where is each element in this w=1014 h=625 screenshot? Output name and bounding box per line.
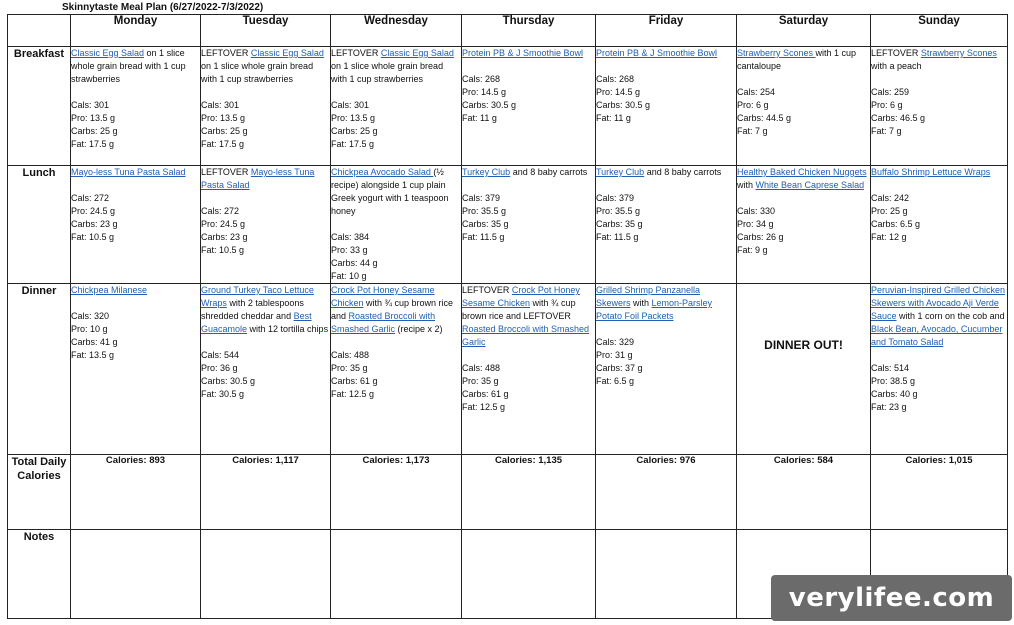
- nutrition-fat: Fat: 12 g: [871, 232, 907, 242]
- meal-cell-breakfast-monday: [71, 47, 201, 166]
- meal-text: with 12 tortilla chips: [247, 324, 329, 334]
- meal-text: with a peach: [871, 61, 922, 71]
- spacer: [331, 86, 461, 99]
- nutrition-cals: Cals: 488: [331, 350, 370, 360]
- meal-text: LEFTOVER: [871, 48, 921, 58]
- nutrition-fat: Fat: 12.5 g: [331, 389, 375, 399]
- nutrition-pro: Pro: 35 g: [331, 363, 368, 373]
- nutrition-fat: Fat: 13.5 g: [71, 350, 115, 360]
- nutrition-cals: Cals: 384: [331, 232, 370, 242]
- total-row: [8, 455, 1008, 530]
- nutrition-pro: Pro: 35.5 g: [596, 206, 641, 216]
- notes-cell-thursday: [462, 530, 596, 619]
- meal-description: [331, 47, 461, 86]
- recipe-link[interactable]: Peruvian-Inspired Grilled Chicken Skewers with Avocado Aji Verde Sauce: [871, 285, 1006, 321]
- nutrition-carbs: Carbs: 41 g: [71, 337, 118, 347]
- nutrition-pro: Pro: 14.5 g: [462, 87, 507, 97]
- nutrition-carbs: Carbs: 30.5 g: [201, 376, 256, 386]
- spacer: [331, 336, 461, 349]
- day-header-monday: Monday: [71, 15, 201, 47]
- nutrition-fat: Fat: 10.5 g: [201, 245, 245, 255]
- meal-cell-breakfast-saturday: [737, 47, 871, 166]
- spacer: [201, 336, 330, 349]
- meal-cell-breakfast-sunday: [871, 47, 1008, 166]
- nutrition-fat: Fat: 11.5 g: [462, 232, 505, 242]
- dinner-out-label: DINNER OUT!: [764, 338, 843, 352]
- nutrition-cals: Cals: 329: [596, 337, 635, 347]
- nutrition-cals: Cals: 379: [596, 193, 635, 203]
- recipe-link[interactable]: Crock Pot Honey Sesame Chicken: [331, 285, 435, 308]
- spacer: [201, 86, 330, 99]
- meal-description: [201, 166, 330, 192]
- meal-cell-breakfast-wednesday: [331, 47, 462, 166]
- meal-description: [737, 47, 870, 73]
- meal-text: (½ recipe) alongside 1 cup plain Greek yogurt with 1 teaspoon honey: [331, 167, 449, 216]
- nutrition-pro: Pro: 35 g: [462, 376, 499, 386]
- nutrition-pro: Pro: 6 g: [871, 100, 903, 110]
- nutrition-pro: Pro: 34 g: [737, 219, 774, 229]
- total-calories-saturday: Calories: 584: [737, 455, 871, 530]
- recipe-link[interactable]: Black Bean, Avocado, Cucumber and Tomato Salad: [871, 324, 1003, 347]
- nutrition-pro: Pro: 24.5 g: [71, 206, 116, 216]
- meal-text: with 1 cup cantaloupe: [737, 48, 857, 71]
- meal-description: [201, 284, 330, 336]
- nutrition-carbs: Carbs: 37 g: [596, 363, 643, 373]
- meal-text: on 1 slice whole grain bread with 1 cup strawberries: [71, 48, 186, 84]
- nutrition-cals: Cals: 379: [462, 193, 501, 203]
- spacer: [201, 192, 330, 205]
- nutrition-cals: Cals: 330: [737, 206, 776, 216]
- nutrition-carbs: Carbs: 25 g: [331, 126, 378, 136]
- recipe-link[interactable]: Mayo-less Tuna Pasta Salad: [201, 167, 315, 190]
- spacer: [71, 86, 200, 99]
- corner-cell: [8, 15, 71, 47]
- meal-description: [462, 47, 595, 60]
- meal-description: [596, 47, 736, 60]
- nutrition-fat: Fat: 12.5 g: [462, 402, 506, 412]
- spacer: [71, 297, 200, 310]
- nutrition-cals: Cals: 254: [737, 87, 776, 97]
- spacer: [462, 179, 595, 192]
- nutrition-cals: Cals: 544: [201, 350, 240, 360]
- meal-cell-dinner-monday: [71, 284, 201, 455]
- notes-cell-friday: [596, 530, 737, 619]
- nutrition-fat: Fat: 6.5 g: [596, 376, 635, 386]
- nutrition-pro: Pro: 13.5 g: [331, 113, 376, 123]
- nutrition-fat: Fat: 17.5 g: [201, 139, 245, 149]
- meal-text: with 2 tablespoons shredded cheddar and: [201, 298, 304, 321]
- recipe-link[interactable]: Buffalo Shrimp Lettuce Wraps: [871, 167, 991, 177]
- meal-text: on 1 slice whole grain bread with 1 cup strawberries: [201, 61, 314, 84]
- meal-description: [71, 47, 200, 86]
- day-header-saturday: Saturday: [737, 15, 871, 47]
- nutrition-carbs: Carbs: 30.5 g: [596, 100, 651, 110]
- day-header-friday: Friday: [596, 15, 737, 47]
- meal-description: [331, 166, 461, 218]
- nutrition-cals: Cals: 272: [201, 206, 240, 216]
- meal-cell-lunch-monday: [71, 166, 201, 284]
- nutrition-pro: Pro: 33 g: [331, 245, 368, 255]
- nutrition-cals: Cals: 242: [871, 193, 910, 203]
- recipe-link[interactable]: Crock Pot Honey Sesame Chicken: [462, 285, 580, 308]
- nutrition-carbs: Carbs: 23 g: [201, 232, 248, 242]
- nutrition-pro: Pro: 13.5 g: [71, 113, 116, 123]
- recipe-link[interactable]: Protein PB & J Smoothie Bowl: [596, 48, 718, 58]
- meal-description: [331, 284, 461, 336]
- nutrition-carbs: Carbs: 35 g: [462, 219, 509, 229]
- spacer: [596, 323, 736, 336]
- total-calories-sunday: Calories: 1,015: [871, 455, 1008, 530]
- meal-cell-lunch-thursday: [462, 166, 596, 284]
- recipe-link[interactable]: Roasted Broccoli with Smashed Garlic: [331, 311, 436, 334]
- nutrition-pro: Pro: 6 g: [737, 100, 769, 110]
- day-header-sunday: Sunday: [871, 15, 1008, 47]
- row-label-total: Total Daily Calories: [8, 455, 71, 530]
- nutrition-carbs: Carbs: 61 g: [462, 389, 509, 399]
- meal-text: with: [630, 298, 652, 308]
- watermark-badge: [771, 575, 1012, 621]
- spacer: [871, 73, 1007, 86]
- recipe-link[interactable]: Strawberry Scones: [920, 48, 997, 58]
- nutrition-carbs: Carbs: 23 g: [71, 219, 118, 229]
- nutrition-carbs: Carbs: 25 g: [71, 126, 118, 136]
- nutrition-fat: Fat: 17.5 g: [71, 139, 115, 149]
- nutrition-fat: Fat: 7 g: [871, 126, 902, 136]
- meal-text: on 1 slice whole grain bread with 1 cup strawberries: [331, 61, 444, 84]
- lunch-row: [8, 166, 1008, 284]
- nutrition-fat: Fat: 11.5 g: [596, 232, 639, 242]
- meal-description: [201, 47, 330, 86]
- nutrition-pro: Pro: 13.5 g: [201, 113, 246, 123]
- nutrition-carbs: Carbs: 40 g: [871, 389, 918, 399]
- meal-description: [596, 284, 736, 323]
- nutrition-carbs: Carbs: 35 g: [596, 219, 643, 229]
- nutrition-cals: Cals: 320: [71, 311, 110, 321]
- recipe-link[interactable]: Mayo-less Tuna Pasta Salad: [71, 167, 186, 177]
- meal-text: and 8 baby carrots: [510, 167, 588, 177]
- recipe-link[interactable]: White Bean Caprese Salad: [755, 180, 865, 190]
- nutrition-fat: Fat: 23 g: [871, 402, 907, 412]
- nutrition-cals: Cals: 268: [462, 74, 501, 84]
- nutrition-cals: Cals: 488: [462, 363, 501, 373]
- nutrition-pro: Pro: 38.5 g: [871, 376, 916, 386]
- total-calories-wednesday: Calories: 1,173: [331, 455, 462, 530]
- recipe-link[interactable]: Turkey Club: [462, 167, 511, 177]
- day-header-tuesday: Tuesday: [201, 15, 331, 47]
- recipe-link[interactable]: Classic Egg Salad: [71, 48, 145, 58]
- recipe-link[interactable]: Best Guacamole: [201, 311, 312, 334]
- nutrition-cals: Cals: 301: [201, 100, 240, 110]
- nutrition-fat: Fat: 10.5 g: [71, 232, 115, 242]
- meal-text: with ¾ cup brown rice and: [331, 298, 454, 321]
- meal-description: [737, 166, 870, 192]
- meal-cell-dinner-saturday: [737, 284, 871, 455]
- nutrition-pro: Pro: 14.5 g: [596, 87, 641, 97]
- meal-cell-breakfast-thursday: [462, 47, 596, 166]
- meal-text: LEFTOVER: [331, 48, 381, 58]
- nutrition-fat: Fat: 30.5 g: [201, 389, 245, 399]
- spacer: [596, 179, 736, 192]
- meal-text: with ¾ cup brown rice and LEFTOVER: [462, 298, 576, 321]
- nutrition-carbs: Carbs: 44.5 g: [737, 113, 792, 123]
- nutrition-carbs: Carbs: 61 g: [331, 376, 378, 386]
- recipe-link[interactable]: Strawberry Scones: [737, 48, 816, 58]
- nutrition-carbs: Carbs: 46.5 g: [871, 113, 926, 123]
- document-title: Skinnytaste Meal Plan (6/27/2022-7/3/2022): [62, 2, 264, 13]
- spacer: [596, 60, 736, 73]
- recipe-link[interactable]: Classic Egg Salad: [250, 48, 324, 58]
- nutrition-fat: Fat: 10 g: [331, 271, 367, 281]
- recipe-link[interactable]: Ground Turkey Taco Lettuce Wraps: [201, 285, 314, 308]
- nutrition-pro: Pro: 35.5 g: [462, 206, 507, 216]
- nutrition-carbs: Carbs: 6.5 g: [871, 219, 921, 229]
- recipe-link[interactable]: Protein PB & J Smoothie Bowl: [462, 48, 584, 58]
- recipe-link[interactable]: Chickpea Avocado Salad: [331, 167, 434, 177]
- meal-description: [462, 284, 595, 349]
- meal-description: [596, 166, 736, 179]
- row-label-breakfast: Breakfast: [8, 47, 71, 166]
- nutrition-carbs: Carbs: 25 g: [201, 126, 248, 136]
- meal-cell-dinner-thursday: [462, 284, 596, 455]
- nutrition-cals: Cals: 259: [871, 87, 910, 97]
- nutrition-carbs: Carbs: 44 g: [331, 258, 378, 268]
- nutrition-cals: Cals: 301: [331, 100, 370, 110]
- recipe-link[interactable]: Classic Egg Salad: [380, 48, 454, 58]
- notes-cell-wednesday: [331, 530, 462, 619]
- meal-description: [71, 284, 200, 297]
- row-label-notes: Notes: [8, 530, 71, 619]
- meal-plan-table: [7, 14, 1008, 619]
- total-calories-tuesday: Calories: 1,117: [201, 455, 331, 530]
- meal-cell-lunch-friday: [596, 166, 737, 284]
- day-header-wednesday: Wednesday: [331, 15, 462, 47]
- total-calories-friday: Calories: 976: [596, 455, 737, 530]
- notes-cell-monday: [71, 530, 201, 619]
- meal-cell-breakfast-friday: [596, 47, 737, 166]
- meal-description: [871, 284, 1007, 349]
- nutrition-pro: Pro: 36 g: [201, 363, 238, 373]
- nutrition-pro: Pro: 24.5 g: [201, 219, 246, 229]
- meal-cell-lunch-wednesday: [331, 166, 462, 284]
- meal-cell-breakfast-tuesday: [201, 47, 331, 166]
- meal-cell-lunch-tuesday: [201, 166, 331, 284]
- nutrition-fat: Fat: 9 g: [737, 245, 768, 255]
- nutrition-cals: Cals: 301: [71, 100, 110, 110]
- row-label-lunch: Lunch: [8, 166, 71, 284]
- recipe-link[interactable]: Turkey Club: [596, 167, 645, 177]
- nutrition-fat: Fat: 11 g: [596, 113, 631, 123]
- nutrition-pro: Pro: 31 g: [596, 350, 633, 360]
- recipe-link[interactable]: Chickpea Milanese: [71, 285, 148, 295]
- row-label-dinner: Dinner: [8, 284, 71, 455]
- meal-text: with 1 corn on the cob and: [896, 311, 1005, 321]
- spacer: [737, 192, 870, 205]
- recipe-link[interactable]: Grilled Shrimp Panzanella Skewers: [596, 285, 701, 308]
- total-calories-monday: Calories: 893: [71, 455, 201, 530]
- nutrition-cals: Cals: 268: [596, 74, 635, 84]
- nutrition-cals: Cals: 514: [871, 363, 910, 373]
- meal-cell-lunch-sunday: [871, 166, 1008, 284]
- meal-cell-dinner-wednesday: [331, 284, 462, 455]
- recipe-link[interactable]: Lemon-Parsley Potato Foil Packets: [596, 298, 713, 321]
- spacer: [871, 179, 1007, 192]
- watermark-text: verylifee.com: [788, 583, 995, 613]
- total-calories-thursday: Calories: 1,135: [462, 455, 596, 530]
- meal-text: (recipe x 2): [395, 324, 443, 334]
- nutrition-fat: Fat: 17.5 g: [331, 139, 375, 149]
- header-row: [8, 15, 1008, 47]
- dinner-row: [8, 284, 1008, 455]
- spacer: [331, 218, 461, 231]
- spacer: [71, 179, 200, 192]
- day-header-thursday: Thursday: [462, 15, 596, 47]
- nutrition-fat: Fat: 7 g: [737, 126, 768, 136]
- breakfast-row: [8, 47, 1008, 166]
- meal-description: [871, 47, 1007, 73]
- nutrition-carbs: Carbs: 26 g: [737, 232, 784, 242]
- spacer: [737, 73, 870, 86]
- spacer: [462, 60, 595, 73]
- notes-cell-tuesday: [201, 530, 331, 619]
- meal-cell-lunch-saturday: [737, 166, 871, 284]
- spacer: [462, 349, 595, 362]
- nutrition-carbs: Carbs: 30.5 g: [462, 100, 517, 110]
- nutrition-fat: Fat: 11 g: [462, 113, 497, 123]
- meal-text: with: [737, 180, 756, 190]
- nutrition-cals: Cals: 272: [71, 193, 110, 203]
- meal-description: [462, 166, 595, 179]
- nutrition-pro: Pro: 25 g: [871, 206, 908, 216]
- meal-text: and 8 baby carrots: [644, 167, 722, 177]
- recipe-link[interactable]: Roasted Broccoli with Smashed Garlic: [462, 324, 590, 347]
- meal-cell-dinner-tuesday: [201, 284, 331, 455]
- spacer: [871, 349, 1007, 362]
- nutrition-pro: Pro: 10 g: [71, 324, 108, 334]
- recipe-link[interactable]: Healthy Baked Chicken Nuggets: [737, 167, 867, 177]
- meal-text: LEFTOVER: [201, 167, 251, 177]
- meal-text: LEFTOVER: [201, 48, 251, 58]
- meal-cell-dinner-friday: [596, 284, 737, 455]
- meal-description: [871, 166, 1007, 179]
- meal-text: LEFTOVER: [462, 285, 512, 295]
- meal-description: [71, 166, 200, 179]
- meal-cell-dinner-sunday: [871, 284, 1008, 455]
